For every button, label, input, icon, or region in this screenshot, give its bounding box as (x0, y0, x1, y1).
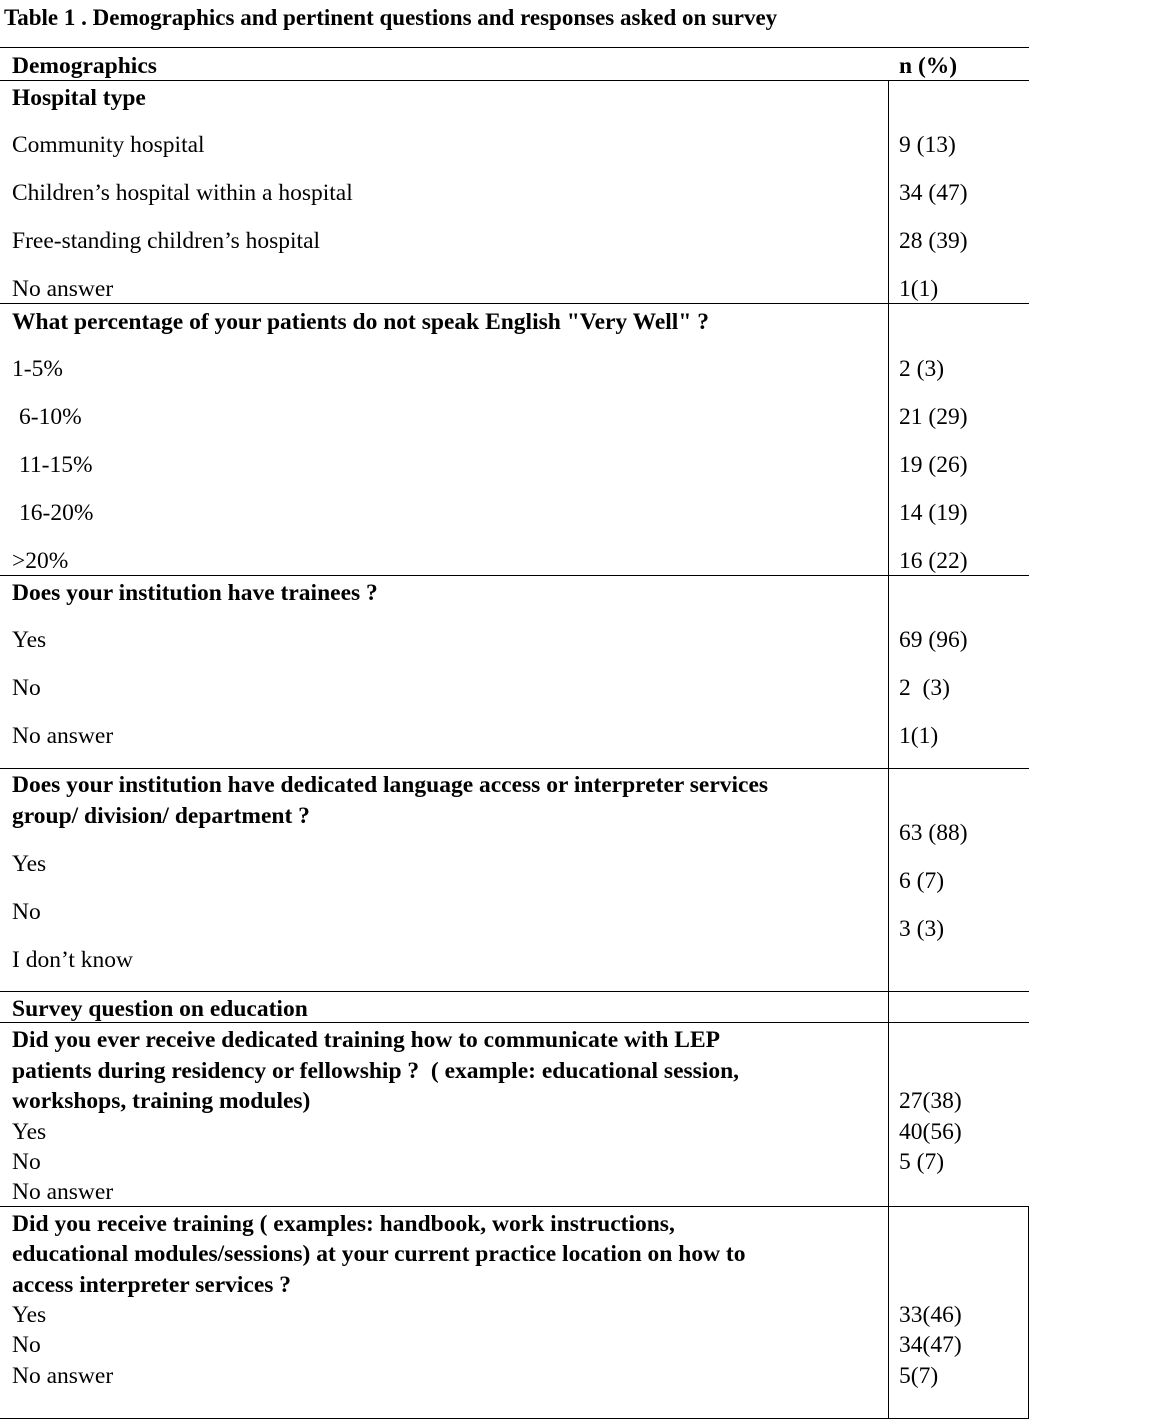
row-label: 1-5% (12, 356, 63, 382)
row-label: Children’s hospital within a hospital (12, 180, 353, 206)
row-label: >20% (12, 548, 69, 574)
row-value: 34(47) (899, 1332, 962, 1358)
row-value: 40(56) (899, 1119, 962, 1145)
section-title-language-access-line1: Does your institution have dedicated language access or interpreter services (12, 772, 769, 798)
row-label: No answer (12, 276, 114, 302)
rule (0, 575, 1029, 576)
row-label: 11-15% (19, 452, 93, 478)
row-label: No (12, 675, 41, 701)
row-label: No answer (12, 1363, 114, 1389)
row-label: Yes (12, 1119, 47, 1145)
row-value: 16 (22) (899, 548, 968, 574)
row-value: 1(1) (899, 276, 939, 302)
rule (0, 768, 1029, 769)
row-value: 14 (19) (899, 500, 968, 526)
section-title-education: Survey question on education (12, 996, 308, 1022)
row-label: Yes (12, 627, 47, 653)
row-value: 1(1) (899, 723, 939, 749)
row-value: 21 (29) (899, 404, 968, 430)
rule (0, 303, 1029, 304)
row-label: No (12, 1149, 41, 1175)
row-label: Free-standing children’s hospital (12, 228, 321, 254)
rule (0, 1418, 1029, 1419)
section-title-residency-training-line3: workshops, training modules) (12, 1088, 311, 1114)
row-label: 16-20% (19, 500, 94, 526)
row-value: 69 (96) (899, 627, 968, 653)
row-label: Yes (12, 851, 47, 877)
table-right-edge (1028, 1206, 1029, 1419)
row-value: 9 (13) (899, 132, 956, 158)
section-title-english-proficiency: What percentage of your patients do not speak English "Very Well" ? (12, 309, 709, 335)
row-value: 27(38) (899, 1088, 962, 1114)
section-title-practice-training-line2: educational modules/sessions) at your current practice location on how to (12, 1241, 746, 1267)
row-label: 6-10% (19, 404, 82, 430)
row-label: No answer (12, 723, 114, 749)
row-label: No answer (12, 1179, 114, 1205)
row-label: No (12, 899, 41, 925)
row-value: 2 (3) (899, 675, 950, 701)
row-value: 63 (88) (899, 820, 968, 846)
section-title-residency-training-line2: patients during residency or fellowship ? ( example: educational session, (12, 1058, 740, 1084)
row-label: No (12, 1332, 41, 1358)
row-label: Yes (12, 1302, 47, 1328)
section-title-hospital-type: Hospital type (12, 85, 146, 111)
table-caption: Table 1 . Demographics and pertinent questions and responses asked on survey (4, 5, 778, 30)
row-value: 5(7) (899, 1363, 939, 1389)
section-title-residency-training-line1: Did you ever receive dedicated training how to communicate with LEP (12, 1027, 720, 1053)
row-value: 6 (7) (899, 868, 945, 894)
rule (0, 991, 1029, 992)
row-label: I don’t know (12, 947, 133, 973)
row-value: 3 (3) (899, 916, 945, 942)
section-title-practice-training-line1: Did you receive training ( examples: handbook, work instructions, (12, 1211, 675, 1237)
row-value: 28 (39) (899, 228, 968, 254)
rule (0, 47, 1029, 48)
header-n-percent: n (%) (899, 53, 958, 79)
section-title-language-access-line2: group/ division/ department ? (12, 803, 310, 829)
section-title-trainees: Does your institution have trainees ? (12, 580, 378, 606)
column-divider (888, 80, 889, 1419)
row-value: 34 (47) (899, 180, 968, 206)
row-value: 5 (7) (899, 1149, 945, 1175)
header-demographics: Demographics (12, 53, 157, 79)
rule (0, 1206, 1029, 1207)
row-value: 2 (3) (899, 356, 945, 382)
section-title-practice-training-line3: access interpreter services ? (12, 1272, 292, 1298)
row-label: Community hospital (12, 132, 205, 158)
row-value: 19 (26) (899, 452, 968, 478)
row-value: 33(46) (899, 1302, 962, 1328)
